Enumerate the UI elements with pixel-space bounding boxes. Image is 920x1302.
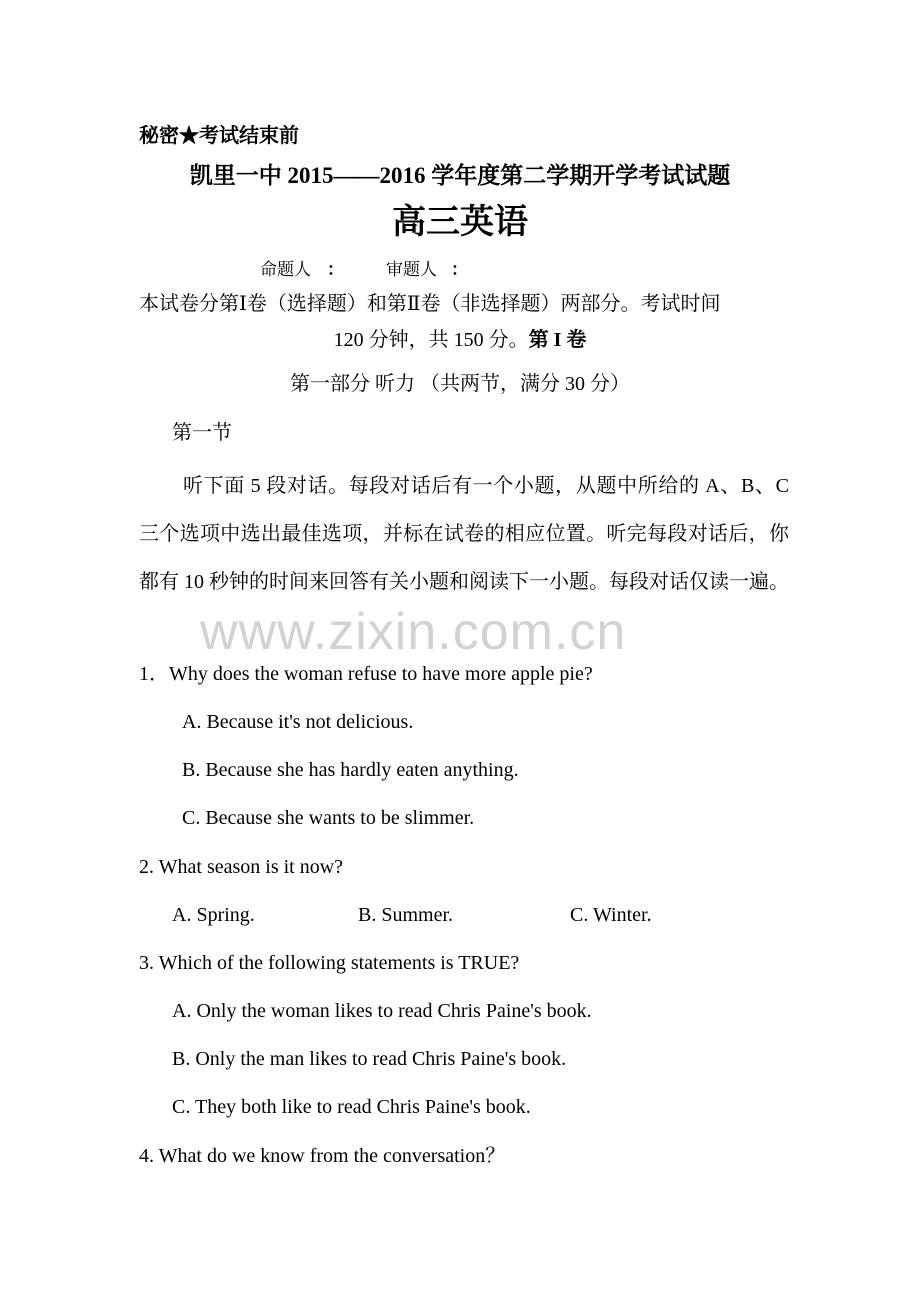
question-option: C. They both like to read Chris Paine's book.: [172, 1096, 531, 1118]
intro-line-1: 本试卷分第Ⅰ卷（选择题）和第Ⅱ卷（非选择题）两部分。考试时间: [139, 293, 721, 315]
volume-one-heading: 第 I 卷: [528, 329, 587, 351]
author-label: 命题人: [260, 260, 311, 279]
school-exam-title: 凯里一中 2015——2016 学年度第二学期开学考试试题: [189, 163, 731, 188]
question-stem: 4. What do we know from the conversation？: [139, 1145, 506, 1167]
subject-title: 高三英语: [392, 204, 528, 241]
question-option: B. Summer.: [358, 904, 454, 926]
question-option: A. Because it's not delicious.: [182, 711, 414, 733]
part-one-title: 第一部分 听力 （共两节，满分 30 分）: [290, 373, 630, 395]
intro-time-score: 120 分钟，共 150 分。: [333, 329, 529, 351]
section-one-title: 第一节: [172, 422, 232, 444]
author-colon: ：: [327, 260, 344, 279]
watermark: www.zixin.com.cn: [200, 603, 627, 661]
reviewer-label: 审题人: [386, 260, 437, 279]
question-option: A. Spring.: [172, 904, 255, 926]
listening-instructions: 听下面 5 段对话。每段对话后有一个小题，从题中所给的 A、B、C 三个选项中选出最佳选项，并标在试卷的相应位置。听完每段对话后，你都有 10 秒钟的时间来回答有关小题和阅读下一小题。每段对话仅读一遍。: [139, 475, 789, 593]
question-option: B. Only the man likes to read Chris Paine's book.: [172, 1048, 567, 1070]
secret-mark: 秘密★考试结束前: [139, 125, 299, 147]
question-stem: 2. What season is it now?: [139, 856, 344, 878]
question-stem: 3. Which of the following statements is TRUE?: [139, 952, 520, 974]
intro-line-2: [0, 328, 920, 352]
reviewer-colon: ：: [451, 260, 468, 279]
question-stem: 1．Why does the woman refuse to have more apple pie?: [139, 663, 593, 685]
question-option: B. Because she has hardly eaten anything.: [182, 759, 519, 781]
question-option: A. Only the woman likes to read Chris Paine's book.: [172, 1000, 592, 1022]
question-option: C. Winter.: [570, 904, 652, 926]
question-option: C. Because she wants to be slimmer.: [182, 807, 475, 829]
